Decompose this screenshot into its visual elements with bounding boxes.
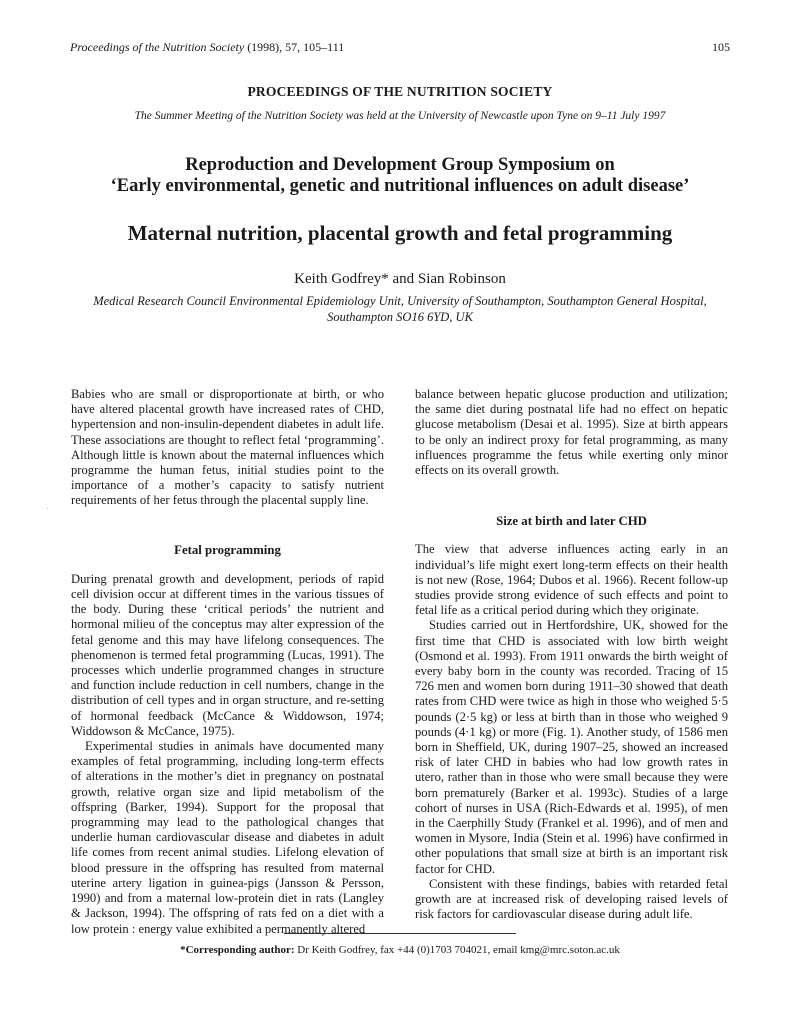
symposium-line-1: Reproduction and Development Group Symposium on xyxy=(185,155,615,175)
affiliation xyxy=(60,293,740,325)
affiliation-line-1: Medical Research Council Environmental Epidemiology Unit, University of Southampton, Southampton General Hospital, xyxy=(93,294,707,308)
meeting-note: The Summer Meeting of the Nutrition Society was held at the University of Newcastle upon Tyne on 9–11 July 1997 xyxy=(134,110,666,122)
footnote-text: Dr Keith Godfrey, fax +44 (0)1703 704021, email kmg@mrc.soton.ac.uk xyxy=(294,944,620,956)
paragraph: The view that adverse influences acting early in an individual’s life might exert long-term effects on their health is not new (Rose, 1964; Dubos et al. 1966). Recent follow-up studies provide strong evidence of such effects and point to fetal life as a critical period during which they originate. xyxy=(415,542,728,618)
footnote-rule xyxy=(284,933,516,934)
page-number: 105 xyxy=(712,40,730,54)
affiliation-line-2: Southampton SO16 6YD, UK xyxy=(327,310,473,324)
paragraph: During prenatal growth and development, periods of rapid cell division occur at different times in the various tissues of the body. During these ‘critical periods’ the nutrient and hormonal milieu of the conceptus may alter expression of the fetal genome and this may have lifelong consequences. The phenomenon is termed fetal programming (Lucas, 1991). The processes which underlie programmed changes in structure and function include reduction in cell numbers, change in the distribution of cell types and in organ structure, and re-setting of hormonal feedback (McCance & Widdowson, 1974; Widdowson & McCance, 1975). xyxy=(71,571,384,738)
citation: (1998), 57, 105–111 xyxy=(244,40,345,54)
section-heading-size-at-birth: Size at birth and later CHD xyxy=(496,514,647,529)
authors: Keith Godfrey* and Sian Robinson xyxy=(294,271,506,287)
right-column xyxy=(415,387,728,923)
society-title: PROCEEDINGS OF THE NUTRITION SOCIETY xyxy=(247,84,553,99)
margin-mark xyxy=(47,508,48,509)
footnote-label: *Corresponding author: xyxy=(180,944,295,956)
footnote xyxy=(0,944,800,956)
running-head xyxy=(70,40,730,58)
section-heading-fetal-programming: Fetal programming xyxy=(174,542,281,557)
paragraph: balance between hepatic glucose production and utilization; the same diet during postnatal life had no effect on hepatic glucose metabolism (Desai et al. 1995). Size at birth appears to be only an indirect proxy for fetal programming, as many influences programme the fetus while exerting only minor effects on its overall growth. xyxy=(415,387,728,478)
article-title: Maternal nutrition, placental growth and fetal programming xyxy=(127,221,673,245)
paragraph: Experimental studies in animals have documented many examples of fetal programming, including long-term effects of alterations in the mother’s diet in pregnancy on postnatal growth, relative organ size and lipid metabolism of the offspring (Barker, 1994). Support for the proposal that programming may lead to the pathological changes that underlie human cardiovascular disease and diabetes in adult life comes from recent animal studies. Lifelong elevation of blood pressure in the offspring has resulted from maternal uterine artery ligation in guinea-pigs (Jansson & Persson, 1990) and from a maternal low-protein diet in rats (Langley & Jackson, 1994). The offspring of rats fed on a diet with a low protein : energy value exhibited a permanently altered xyxy=(71,739,384,936)
left-column xyxy=(71,387,384,937)
abstract: Babies who are small or disproportionate at birth, or who have altered placental growth have increased rates of CHD, hypertension and non-insulin-dependent diabetes in adult life. These associations are thought to reflect fetal ‘programming’. Although little is known about the maternal influences which programme the human fetus, initial studies point to the importance of a mother’s capacity to satisfy nutrient requirements of her fetus through the placental supply line. xyxy=(71,387,384,508)
paragraph: Consistent with these findings, babies with retarded fetal growth are at increased risk of developing raised levels of risk factors for cardiovascular disease during adult life. xyxy=(415,876,728,922)
journal-name: Proceedings of the Nutrition Society xyxy=(70,40,245,54)
paragraph: Studies carried out in Hertfordshire, UK, showed for the first time that CHD is associated with low birth weight (Osmond et al. 1993). From 1911 onwards the birth weight of every baby born in the county was recorded. Tracing of 15 726 men and women born during 1911–30 showed that death rates from CHD were twice as high in those who weighed 5·5 pounds (2·5 kg) or less at birth than in those who weighed 9 pounds (4·1 kg) or more (Fig. 1). Another study, of 1586 men born in Sheffield, UK, during 1907–25, showed an increased risk of later CHD in babies who had low growth rates in utero, rather than in those who were small because they were born prematurely (Barker et al. 1993c). Studies of a large cohort of nurses in USA (Rich-Edwards et al. 1995), of men in the Caerphilly Study (Frankel et al. 1996), and of men and women in Mysore, India (Stein et al. 1996) have confirmed in other populations that small size at birth is an important risk factor for CHD. xyxy=(415,618,728,876)
symposium-line-2: ‘Early environmental, genetic and nutritional influences on adult disease’ xyxy=(110,176,690,196)
symposium-title xyxy=(0,155,800,197)
